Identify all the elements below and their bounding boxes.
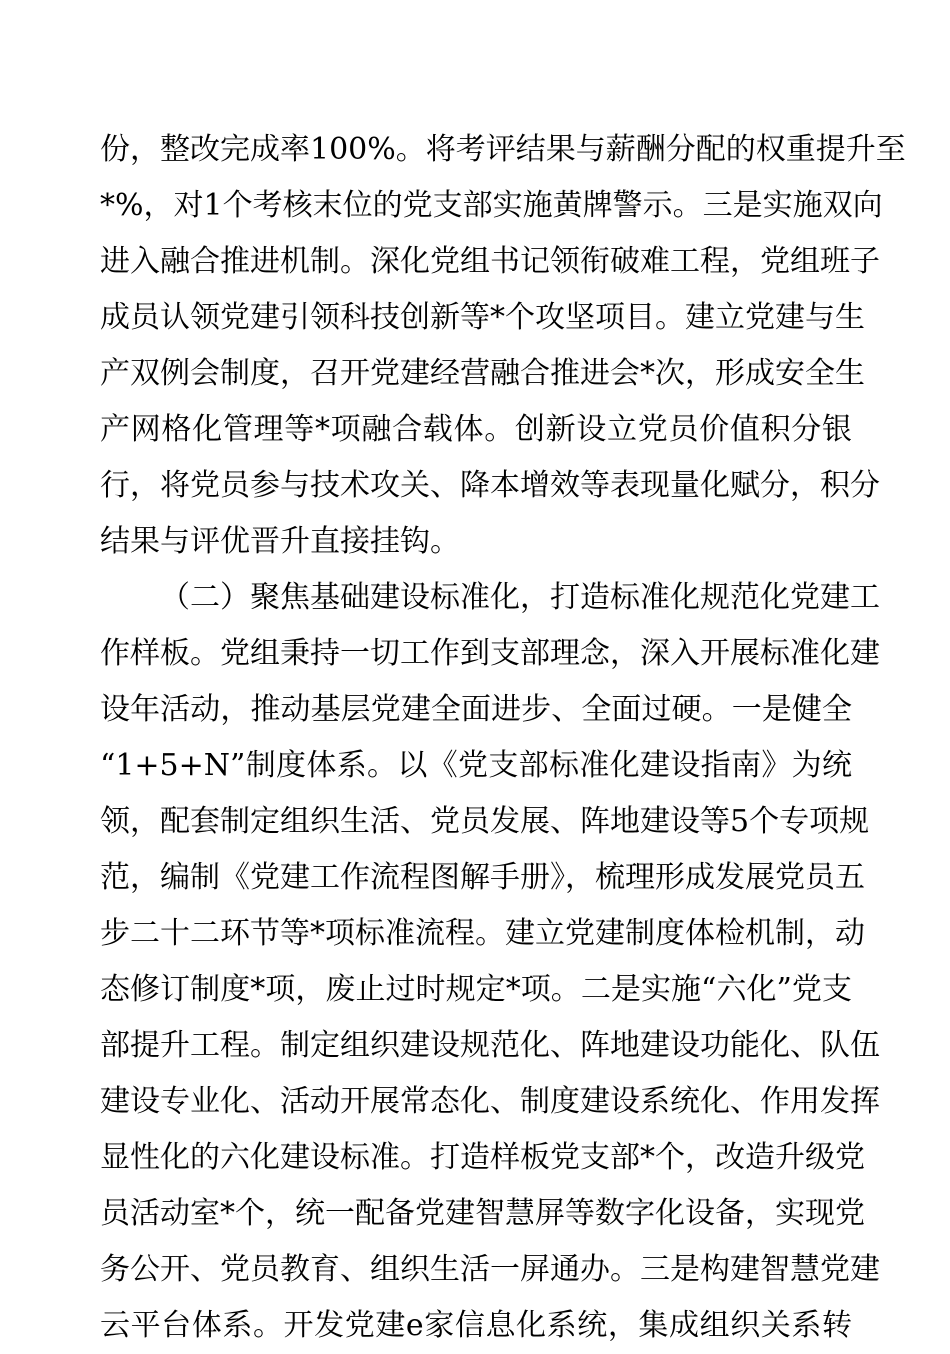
text-line: 产双例会制度，召开党建经营融合推进会*次，形成安全生 [100, 356, 865, 391]
text-line: “1+5+N”制度体系。以《党支部标准化建设指南》为统 [100, 748, 852, 783]
text-line: 务公开、党员教育、组织生活一屏通办。三是构建智慧党建 [100, 1252, 880, 1287]
text-line: 显性化的六化建设标准。打造样板党支部*个，改造升级党 [100, 1140, 865, 1175]
text-line: 范，编制《党建工作流程图解手册》，梳理形成发展党员五 [100, 860, 865, 895]
text-line: 部提升工程。制定组织建设规范化、阵地建设功能化、队伍 [100, 1028, 880, 1063]
text-line: 行，将党员参与技术攻关、降本增效等表现量化赋分，积分 [100, 468, 880, 503]
text-line: 作样板。党组秉持一切工作到支部理念，深入开展标准化建 [100, 636, 880, 671]
section-heading-line: （二）聚焦基础建设标准化，打造标准化规范化党建工 [160, 580, 880, 615]
text-line: 产网格化管理等*项融合载体。创新设立党员价值积分银 [100, 412, 852, 447]
text-line: 份，整改完成率100%。将考评结果与薪酬分配的权重提升至 [100, 132, 906, 167]
text-line: *%，对1个考核末位的党支部实施黄牌警示。三是实施双向 [100, 188, 883, 223]
text-line: 进入融合推进机制。深化党组书记领衔破难工程，党组班子 [100, 244, 880, 279]
text-line: 员活动室*个，统一配备党建智慧屏等数字化设备，实现党 [100, 1196, 865, 1231]
text-line: 云平台体系。开发党建e家信息化系统，集成组织关系转 [100, 1308, 852, 1343]
text-line: 领，配套制定组织生活、党员发展、阵地建设等5个专项规 [100, 804, 870, 839]
text-line: 态修订制度*项，废止过时规定*项。二是实施“六化”党支 [100, 972, 852, 1007]
text-line: 成员认领党建引领科技创新等*个攻坚项目。建立党建与生 [100, 300, 865, 335]
text-line: 设年活动，推动基层党建全面进步、全面过硬。一是健全 [100, 692, 852, 727]
text-line: 建设专业化、活动开展常态化、制度建设系统化、作用发挥 [100, 1084, 880, 1119]
text-line: 步二十二环节等*项标准流程。建立党建制度体检机制，动 [100, 916, 865, 951]
text-line: 结果与评优晋升直接挂钩。 [100, 524, 460, 559]
